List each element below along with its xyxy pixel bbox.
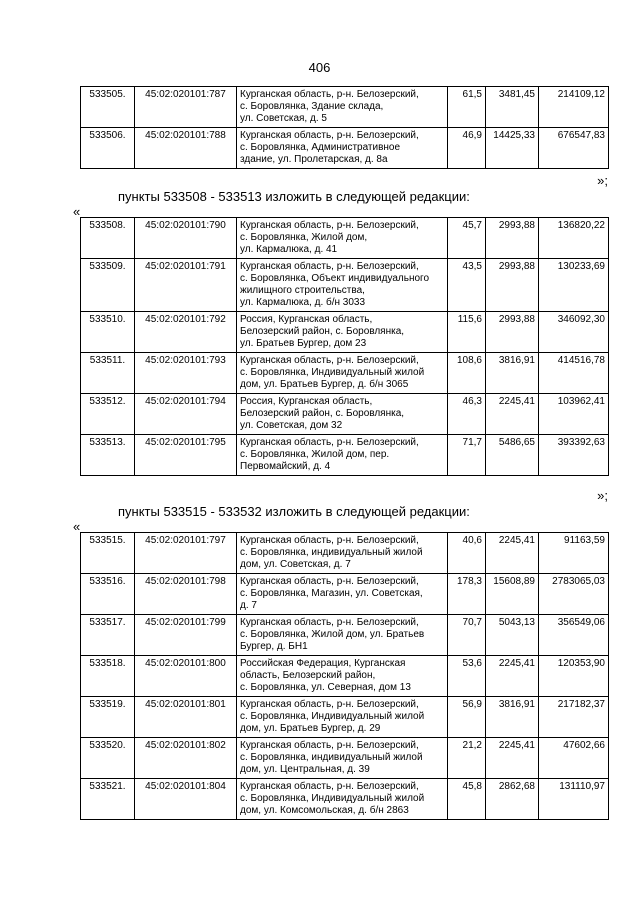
address-cell: Курганская область, р-н. Белозерский, с. Боровлянка, Индивидуальный жилой дом, ул. Братьев Бургер, д. 29 (237, 697, 448, 738)
cadastral-rate-cell: 3816,91 (486, 697, 539, 738)
closing-quote-2: »; (597, 488, 608, 503)
cadastral-value-cell: 2783065,03 (539, 574, 609, 615)
cadastral-rate-cell: 2993,88 (486, 218, 539, 259)
cadastral-number-cell: 45:02:020101:802 (135, 738, 237, 779)
cadastral-value-cell: 47602,66 (539, 738, 609, 779)
address-cell: Россия, Курганская область, Белозерский район, с. Боровлянка, ул. Братьев Бургер, дом 23 (237, 312, 448, 353)
address-cell: Курганская область, р-н. Белозерский, с. Боровлянка, индивидуальный жилой дом, ул. Центральная, д. 39 (237, 738, 448, 779)
item-number-cell: 533520. (81, 738, 135, 779)
table-row (81, 87, 609, 128)
item-number-cell: 533511. (81, 353, 135, 394)
cadastral-number-cell: 45:02:020101:801 (135, 697, 237, 738)
item-number-cell: 533518. (81, 656, 135, 697)
area-cell: 115,6 (448, 312, 486, 353)
cadastral-number-cell: 45:02:020101:790 (135, 218, 237, 259)
cadastral-value-cell: 214109,12 (539, 87, 609, 128)
table-row (81, 779, 609, 820)
table-row (81, 615, 609, 656)
table-row (81, 435, 609, 476)
area-cell: 21,2 (448, 738, 486, 779)
cadastral-value-cell: 676547,83 (539, 128, 609, 169)
cadastral-rate-cell: 2862,68 (486, 779, 539, 820)
area-cell: 70,7 (448, 615, 486, 656)
table-row (81, 353, 609, 394)
address-cell: Курганская область, р-н. Белозерский, с. Боровлянка, индивидуальный жилой дом, ул. Советская, д. 7 (237, 533, 448, 574)
area-cell: 45,8 (448, 779, 486, 820)
cadastral-rate-cell: 2245,41 (486, 738, 539, 779)
property-table-2 (80, 217, 609, 476)
address-cell: Курганская область, р-н. Белозерский, с. Боровлянка, Жилой дом, ул. Братьев Бургер, д. БН1 (237, 615, 448, 656)
item-number-cell: 533505. (81, 87, 135, 128)
area-cell: 56,9 (448, 697, 486, 738)
cadastral-value-cell: 91163,59 (539, 533, 609, 574)
cadastral-value-cell: 217182,37 (539, 697, 609, 738)
item-number-cell: 533512. (81, 394, 135, 435)
cadastral-rate-cell: 2245,41 (486, 656, 539, 697)
cadastral-number-cell: 45:02:020101:798 (135, 574, 237, 615)
opening-quote-1: « (73, 204, 81, 219)
area-cell: 46,3 (448, 394, 486, 435)
item-number-cell: 533510. (81, 312, 135, 353)
cadastral-number-cell: 45:02:020101:804 (135, 779, 237, 820)
cadastral-value-cell: 120353,90 (539, 656, 609, 697)
table-row (81, 574, 609, 615)
cadastral-value-cell: 346092,30 (539, 312, 609, 353)
table-row (81, 218, 609, 259)
cadastral-number-cell: 45:02:020101:792 (135, 312, 237, 353)
cadastral-value-cell: 393392,63 (539, 435, 609, 476)
item-number-cell: 533516. (81, 574, 135, 615)
property-table-3 (80, 532, 609, 820)
address-cell: Курганская область, р-н. Белозерский, с. Боровлянка, Жилой дом, пер. Первомайский, д. 4 (237, 435, 448, 476)
area-cell: 46,9 (448, 128, 486, 169)
cadastral-number-cell: 45:02:020101:800 (135, 656, 237, 697)
item-number-cell: 533513. (81, 435, 135, 476)
address-cell: Курганская область, р-н. Белозерский, с. Боровлянка, Индивидуальный жилой дом, ул. Комсомольская, д. б/н 2863 (237, 779, 448, 820)
page-number: 406 (308, 60, 331, 75)
address-cell: Российская Федерация, Курганская область, Белозерский район, с. Боровлянка, ул. Северная, дом 13 (237, 656, 448, 697)
address-cell: Курганская область, р-н. Белозерский, с. Боровлянка, Здание склада, ул. Советская, д. 5 (237, 87, 448, 128)
table-row (81, 394, 609, 435)
amendment-paragraph-1: пункты 533508 - 533513 изложить в следующей редакции: (118, 189, 470, 204)
table-row (81, 533, 609, 574)
cadastral-number-cell: 45:02:020101:791 (135, 259, 237, 312)
table-row (81, 738, 609, 779)
cadastral-number-cell: 45:02:020101:799 (135, 615, 237, 656)
item-number-cell: 533506. (81, 128, 135, 169)
cadastral-rate-cell: 5486,65 (486, 435, 539, 476)
item-number-cell: 533509. (81, 259, 135, 312)
item-number-cell: 533517. (81, 615, 135, 656)
area-cell: 108,6 (448, 353, 486, 394)
area-cell: 178,3 (448, 574, 486, 615)
cadastral-number-cell: 45:02:020101:787 (135, 87, 237, 128)
cadastral-value-cell: 130233,69 (539, 259, 609, 312)
cadastral-value-cell: 103962,41 (539, 394, 609, 435)
address-cell: Курганская область, р-н. Белозерский, с. Боровлянка, Индивидуальный жилой дом, ул. Братьев Бургер, д. б/н 3065 (237, 353, 448, 394)
table-row (81, 312, 609, 353)
item-number-cell: 533515. (81, 533, 135, 574)
address-cell: Курганская область, р-н. Белозерский, с. Боровлянка, Административное здание, ул. Пролетарская, д. 8а (237, 128, 448, 169)
item-number-cell: 533508. (81, 218, 135, 259)
opening-quote-2: « (73, 519, 81, 534)
area-cell: 61,5 (448, 87, 486, 128)
cadastral-rate-cell: 2245,41 (486, 394, 539, 435)
cadastral-rate-cell: 3816,91 (486, 353, 539, 394)
area-cell: 45,7 (448, 218, 486, 259)
cadastral-rate-cell: 2993,88 (486, 312, 539, 353)
address-cell: Курганская область, р-н. Белозерский, с. Боровлянка, Объект индивидуального жилищного строительства, ул. Кармалюка, д. б/н 3033 (237, 259, 448, 312)
table-row (81, 656, 609, 697)
item-number-cell: 533521. (81, 779, 135, 820)
cadastral-number-cell: 45:02:020101:795 (135, 435, 237, 476)
cadastral-value-cell: 356549,06 (539, 615, 609, 656)
cadastral-rate-cell: 3481,45 (486, 87, 539, 128)
table-row (81, 697, 609, 738)
property-table-1 (80, 86, 609, 169)
closing-quote-1: »; (597, 173, 608, 188)
cadastral-rate-cell: 2993,88 (486, 259, 539, 312)
area-cell: 43,5 (448, 259, 486, 312)
address-cell: Курганская область, р-н. Белозерский, с. Боровлянка, Магазин, ул. Советская, д. 7 (237, 574, 448, 615)
amendment-paragraph-2: пункты 533515 - 533532 изложить в следующей редакции: (118, 504, 470, 519)
table-row (81, 128, 609, 169)
area-cell: 71,7 (448, 435, 486, 476)
cadastral-number-cell: 45:02:020101:788 (135, 128, 237, 169)
cadastral-value-cell: 131110,97 (539, 779, 609, 820)
cadastral-value-cell: 414516,78 (539, 353, 609, 394)
table-row (81, 259, 609, 312)
cadastral-rate-cell: 5043,13 (486, 615, 539, 656)
cadastral-number-cell: 45:02:020101:793 (135, 353, 237, 394)
address-cell: Россия, Курганская область, Белозерский район, с. Боровлянка, ул. Советская, дом 32 (237, 394, 448, 435)
cadastral-rate-cell: 14425,33 (486, 128, 539, 169)
cadastral-rate-cell: 2245,41 (486, 533, 539, 574)
item-number-cell: 533519. (81, 697, 135, 738)
address-cell: Курганская область, р-н. Белозерский, с. Боровлянка, Жилой дом, ул. Кармалюка, д. 41 (237, 218, 448, 259)
cadastral-value-cell: 136820,22 (539, 218, 609, 259)
area-cell: 40,6 (448, 533, 486, 574)
cadastral-rate-cell: 15608,89 (486, 574, 539, 615)
cadastral-number-cell: 45:02:020101:794 (135, 394, 237, 435)
cadastral-number-cell: 45:02:020101:797 (135, 533, 237, 574)
area-cell: 53,6 (448, 656, 486, 697)
